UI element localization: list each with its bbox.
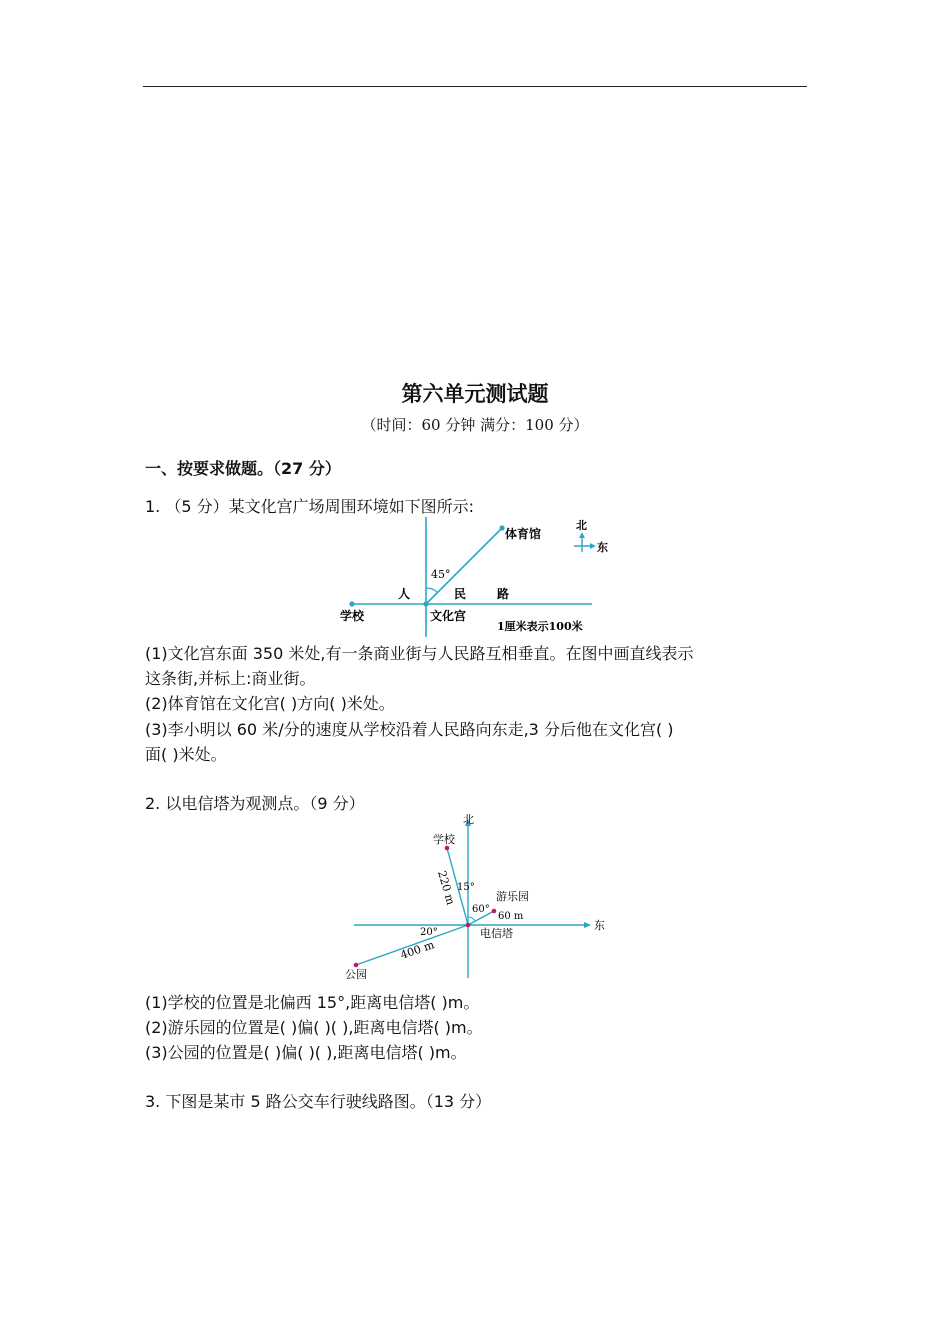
park-distance-label: 400 m	[398, 938, 437, 962]
school-label: 学校	[340, 609, 365, 623]
header-rule	[143, 86, 807, 87]
stadium-label: 体育馆	[505, 527, 542, 541]
q2-sub2: (2)游乐园的位置是( )偏( )( ),距离电信塔( )m。	[145, 1018, 483, 1037]
compass-east-head	[590, 543, 596, 549]
q1-figure	[330, 512, 630, 640]
school-point	[445, 846, 450, 851]
tower-point	[466, 923, 471, 928]
angle-label-60: 60°	[472, 904, 490, 915]
school-distance-label: 220 m	[435, 869, 458, 907]
road-label-lu: 路	[497, 587, 510, 601]
palace-label: 文化宫	[430, 609, 467, 623]
north-label: 北	[463, 813, 474, 826]
q1-sub1-line2: 这条街,并标上:商业街。	[145, 669, 316, 688]
school-point	[349, 601, 354, 606]
angle-arc-60	[468, 917, 475, 921]
east-label: 东	[594, 919, 605, 932]
page-title: 第六单元测试题	[401, 381, 549, 406]
compass-north-label: 北	[576, 519, 587, 532]
section-heading: 一、按要求做题。（27 分）	[145, 459, 341, 478]
q1-sub3-line2: 面( )米处。	[145, 745, 227, 764]
q2-figure	[340, 810, 620, 986]
amusement-point	[492, 909, 497, 914]
angle-label-45: 45°	[431, 568, 451, 581]
road-label-ren: 人	[398, 587, 411, 601]
tower-label: 电信塔	[480, 927, 513, 940]
angle-label-20: 20°	[420, 927, 438, 938]
angle-label-15: 15°	[457, 882, 475, 893]
q2-sub3: (3)公园的位置是( )偏( )( ),距离电信塔( )m。	[145, 1043, 467, 1062]
q1-prompt: 1. （5 分）某文化宫广场周围环境如下图所示:	[145, 497, 475, 516]
school-label: 学校	[433, 833, 455, 846]
road-label-min: 民	[454, 587, 467, 601]
amusement-distance-label: 60 m	[498, 911, 524, 922]
q1-sub1-line1: (1)文化宫东面 350 米处,有一条商业街与人民路互相垂直。在图中画直线表示	[145, 644, 694, 663]
q2-sub1: (1)学校的位置是北偏西 15°,距离电信塔( )m。	[145, 993, 480, 1012]
q3-prompt: 3. 下图是某市 5 路公交车行驶线路图。（13 分）	[145, 1092, 492, 1111]
palace-point	[423, 601, 428, 606]
compass-east-label: 东	[597, 541, 608, 554]
page-subtitle: （时间：60 分钟 满分：100 分）	[361, 416, 589, 434]
q2-prompt: 2. 以电信塔为观测点。（9 分）	[145, 794, 365, 813]
q1-sub3-line1: (3)李小明以 60 米/分的速度从学校沿着人民路向东走,3 分后他在文化宫( )	[145, 720, 674, 739]
scale-label: 1厘米表示100米	[497, 620, 583, 633]
angle-arc-45	[426, 588, 437, 592]
compass-north-head	[579, 532, 585, 538]
park-point	[354, 963, 359, 968]
park-label: 公园	[345, 968, 367, 981]
amusement-label: 游乐园	[496, 890, 529, 903]
stadium-point	[499, 525, 504, 530]
east-arrow-head	[584, 922, 591, 928]
q1-sub2: (2)体育馆在文化宫( )方向( )米处。	[145, 694, 395, 713]
